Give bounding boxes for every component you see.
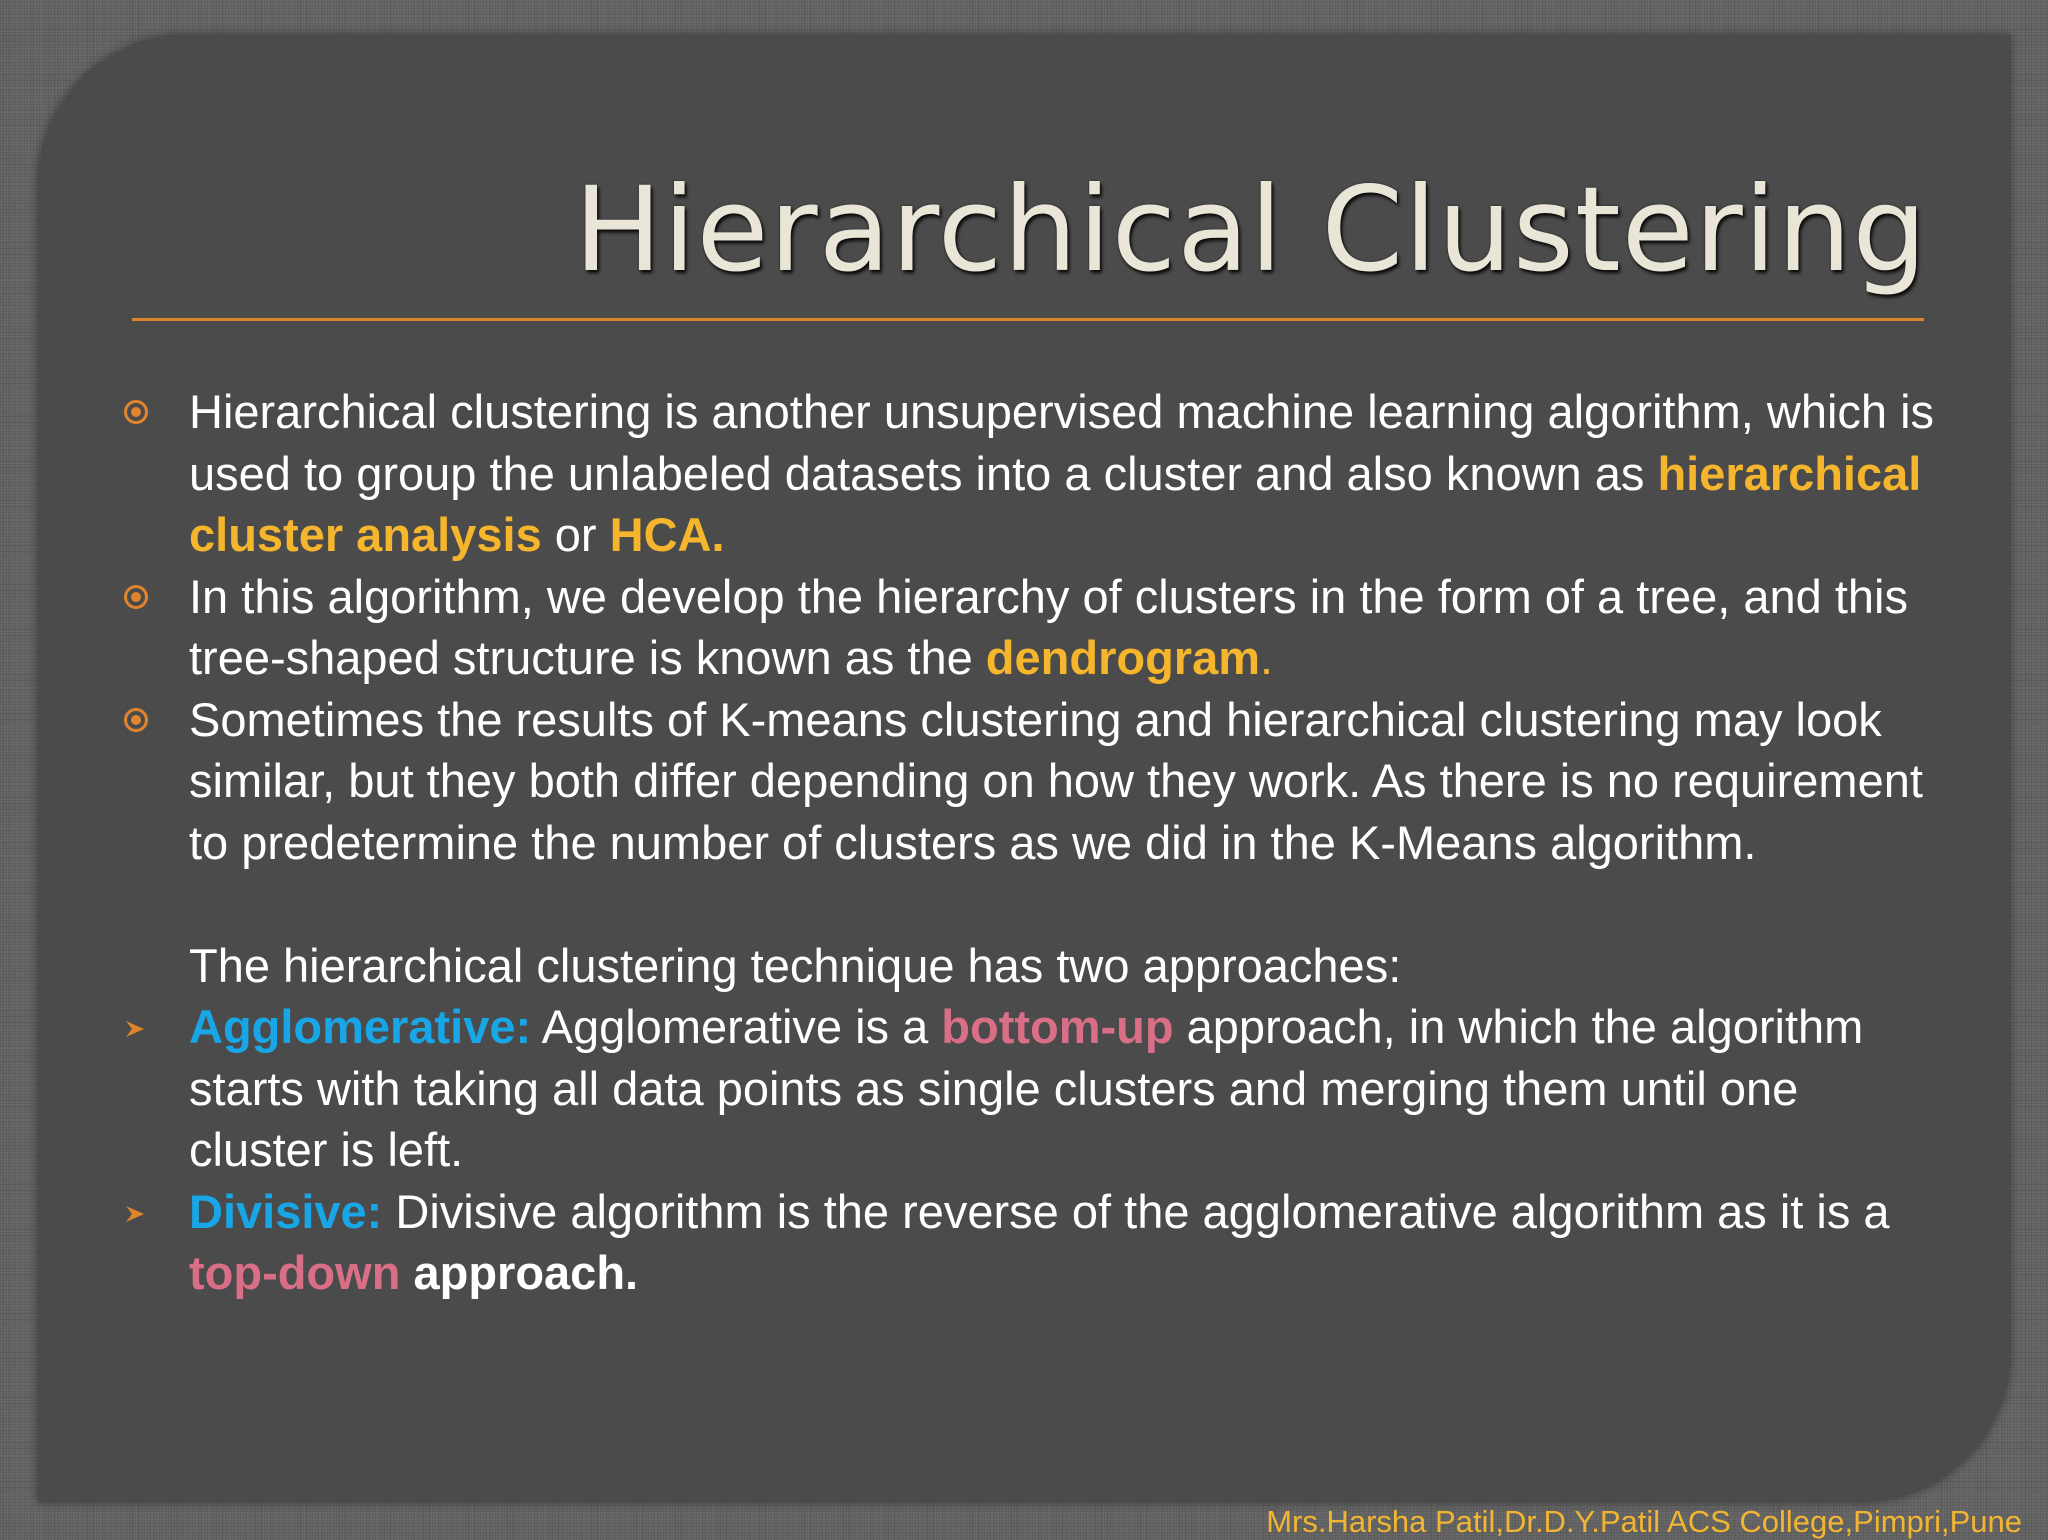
bullet-text: Sometimes the results of K-means clustering and hierarchical clustering may look similar, but they both differ depending on how they work. As there is no requirement to predetermine the number of clusters as we did in the K-Means algorithm. [189,692,1923,869]
approach-text: Divisive algorithm is the reverse of the agglomerative algorithm as it is a [382,1184,1890,1238]
bullet-text: Hierarchical clustering is another unsupervised machine learning algorithm, which is used to group the unlabeled datasets into a cluster and also known as [189,385,1935,500]
circle-bullet-icon [124,708,148,732]
circle-bullet-icon [124,400,148,424]
approach-text: approach, in which the algorithm starts with taking all data points as single clusters and merging them until one cluster is left. [189,1000,1864,1176]
approach-highlight: bottom-up [941,1000,1174,1053]
circle-bullet-icon [124,585,148,609]
arrow-bullet-icon [124,1203,146,1225]
bullet-item [189,381,1949,566]
approach-text: Agglomerative is a [531,1000,942,1053]
approach-term: Divisive: [189,1184,383,1238]
bullet-item [189,689,1949,874]
highlight-term: hierarchical cluster analysis [189,446,1922,561]
arrow-bullet-icon [124,1018,146,1040]
bullet-text: . [1260,631,1274,684]
highlight-term: dendrogram [985,631,1260,684]
highlight-term: HCA. [609,508,725,561]
bullet-text: or [541,508,610,561]
approach-item [189,1181,1949,1304]
blank-line [189,873,1949,935]
title-underline [132,318,1924,321]
bullet-item [189,566,1949,689]
approach-text: approach. [400,1246,639,1299]
approach-term: Agglomerative: [189,1000,532,1053]
approach-item [189,996,1949,1181]
slide-footer: Mrs.Harsha Patil,Dr.D.Y.Patil ACS College,Pimpri,Pune [1266,1504,2022,1539]
approaches-intro: The hierarchical clustering technique has two approaches: [189,938,1402,992]
approach-highlight: top-down [189,1246,401,1299]
slide-content [189,381,1949,1304]
slide-title: Hierarchical Clustering [574,161,1928,298]
bullet-text: In this algorithm, we develop the hierarchy of clusters in the form of a tree, and this tree-shaped structure is known as the [189,569,1908,684]
